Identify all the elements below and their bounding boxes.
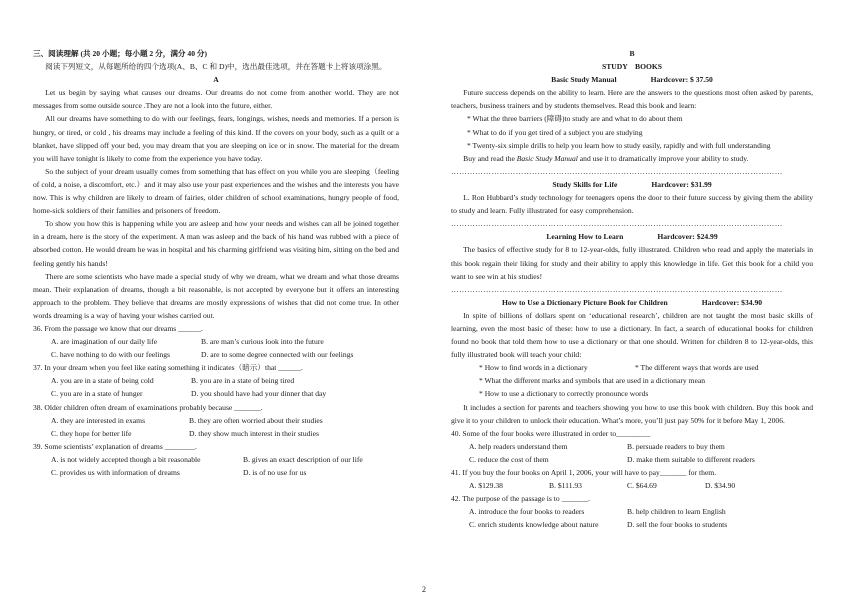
option: A. they are interested in exams (51, 415, 146, 425)
option: A. are imagination of our daily life (51, 337, 158, 347)
option: C. provides us with information of dreams (51, 468, 180, 477)
question-42 (451, 492, 813, 531)
passage-a-paragraph: So the subject of your dream usually comes from something that has effect on you while you are sleeping（feeling of cold, a noise, a discomfort, etc.）and it may also use your past experiences and the wishes and the interests you have now. This is why children are likely to dream of fairies, older children of school examinations, hungry people of food, home-sick soldiers of their families and prisoners of freedom. (33, 166, 399, 216)
question-38 (33, 401, 399, 440)
option: C. have nothing to do with our feelings (51, 350, 170, 360)
option: D. you should have had your dinner that day (191, 389, 327, 399)
option: C. reduce the cost of them (469, 454, 549, 464)
question-41 (451, 466, 813, 492)
question-stem: 36. From the passage we know that our dreams ______. (33, 323, 203, 333)
option: C. $64.69 (627, 481, 657, 491)
book-bullet: * What the three barriers (障碍)to study are and what to do about them (467, 114, 683, 124)
book-description: L. Ron Hubbard’s study technology for teenagers opens the door to their future success by giving them the ability to study and learn. Fully illustrated for easy comprehension. (451, 193, 813, 216)
book-description: Future success depends on the ability to learn. Here are the answers to the questions most often asked by parents, teachers, business trainers and by students themselves. Read this book and learn: (451, 88, 813, 111)
option: A. introduce the four books to readers (469, 507, 585, 517)
book-bullet: * The different ways that words are used (635, 363, 759, 373)
option: A. help readers understand them (469, 441, 568, 451)
question-stem: 41. If you buy the four books on April 1, 2006, your will have to pay_______ for them. (451, 468, 717, 477)
book-title-emphasis: Basic Study Manual (516, 153, 578, 163)
question-stem: 40. Some of the four books were illustrated in order to_________ (451, 428, 651, 438)
option: D. sell the four books to students (627, 520, 728, 530)
dotted-divider: …………………………………………………………………………………………………………… (451, 166, 783, 176)
option: D. $34.90 (705, 481, 736, 491)
option: B. they are often worried about their studies (189, 415, 323, 425)
section-heading: 三、阅读理解 (共 20 小题；每小题 2 分，满分 40 分) (33, 49, 208, 58)
left-column (33, 47, 399, 479)
book-bullet: * What to do if you get tired of a subject you are studying (467, 127, 643, 137)
passage-a-paragraph: Let us begin by saying what causes our dreams. Our dreams do not come from another world. They are not messages from some outside source .They are not a look into the future, either. (33, 88, 399, 111)
book-name: Basic Study Manual (551, 75, 617, 85)
dotted-divider: …………………………………………………………………………………………………………… (451, 219, 783, 229)
question-stem: 37. In your dream when you feel like eating something it indicates（暗示）that ______. (33, 363, 303, 373)
question-stem: 39. Some scientists’ explanation of dreams ________. (33, 441, 197, 451)
question-36 (33, 322, 399, 361)
book-heading (451, 73, 813, 86)
passage-a-paragraph: To show you how this is happening while you are asleep and how your needs and wishes can all be joined together in a dream, here is the story of the experiment. A man was asleep and the back of his hand was rubbed with a piece of absorbed cotton. He would dream he was in hospital and his charming girlfriend was visiting him, sitting on the bed and feeling gently his hands! (33, 219, 399, 268)
book-closing: It includes a section for parents and teachers showing you how to use this book with children. Buy this book and give it to your children to unlock their education. What’s more, you’ll just pay 50% for it before May 1, 2006. (451, 402, 813, 425)
option: D. is of no use for us (243, 468, 307, 477)
passage-b-title: B (629, 49, 635, 58)
option: D. are to some degree connected with our feelings (201, 350, 354, 360)
passage-a-paragraph: There are some scientists who have made a special study of why we dream, what we dream and what those dreams mean. Their explanation of dreams, though a bit reasonable, is not accepted by everyone but it offers an interesting approach to the problem. They believe that dreams are mostly expressions of wishes that did not come true. In other words dreaming is a way of having your wishes carried out. (33, 271, 399, 320)
question-stem: 38. Older children often dream of examinations probably because _______. (33, 402, 263, 412)
option: B. you are in a state of being tired (191, 376, 295, 386)
option: B. help children to learn English (627, 507, 726, 517)
option: B. $111.93 (549, 481, 582, 491)
book-name: Study Skills for Life (552, 179, 618, 189)
option: A. $129.38 (469, 481, 503, 491)
book-bullet: * How to use a dictionary to correctly pronounce words (479, 389, 649, 399)
book-heading (451, 230, 813, 243)
book-description: In spite of billions of dollars spent on ‘educational research’, children are not taught the most basic skills of learning, even the most basic of these: how to use a dictionary. In fact, a search of educational books for children found no book that told them how to use a dictionary or that one should. Written for children 8 to 12-year-olds, this fully illustrated book will teach your child: (451, 310, 813, 360)
book-heading (451, 296, 813, 309)
book-bullet: * How to find words in a dictionary (479, 363, 588, 373)
option: D. they show much interest in their studies (189, 428, 319, 438)
option: D. make them suitable to different readers (627, 454, 755, 464)
book-description: The basics of effective study for 8 to 12-year-olds, fully illustrated. Children who read and apply the materials in this book regain their liking for study and their ability to apply this knowledge in life. Get this book for a child you want to see win at his studies! (451, 245, 813, 281)
question-stem: 42. The purpose of the passage is to _______. (451, 494, 591, 504)
passage-a-paragraph: All our dreams have something to do with our feelings, fears, longings, wishes, needs and memories. If a person is hungry, or tired, or cold , his dreams may include a feeling of this kind. If the covers on your body, such as a quilt or a blanket, have slipped off your bed, you may dream that you are sleeping on ice or in snow. The material for the dream you will have tonight is likely to come from the experience you have today. (33, 114, 399, 163)
question-40 (451, 427, 813, 466)
question-39 (33, 440, 399, 479)
option: A. you are in a state of being cold (51, 376, 154, 386)
passage-a-title: A (213, 75, 219, 85)
book-bullet: * What the different marks and symbols that are used in a dictionary mean (479, 376, 705, 386)
option: C. they hope for better life (51, 428, 132, 438)
book-price: Hardcover: $ 37.50 (650, 75, 713, 85)
passage-b-subtitle: STUDY BOOKS (601, 62, 663, 72)
option: C. enrich students knowledge about nature (469, 520, 599, 530)
page-number: 2 (422, 585, 426, 594)
option: C. you are in a state of hunger (51, 389, 143, 399)
book-name: How to Use a Dictionary Picture Book for Children (501, 297, 668, 307)
right-column (451, 47, 813, 531)
book-closing: Buy and read the Basic Study Manual and use it to dramatically improve your ability to study. (463, 153, 749, 163)
book-price: Hardcover: $24.99 (657, 232, 718, 242)
book-price: Hardcover: $34.90 (701, 297, 763, 307)
book-price: Hardcover: $31.99 (651, 179, 712, 189)
dotted-divider: …………………………………………………………………………………………………………… (451, 284, 783, 294)
option: B. persuade readers to buy them (627, 441, 725, 451)
book-name: Learning How to Learn (546, 232, 624, 242)
book-heading (451, 178, 813, 191)
question-37 (33, 361, 399, 400)
section-instruction: 阅读下列短文，从每题所给的四个选项(A、B、C 和 D)中，选出最佳选项，并在答题卡上将该项涂黑。 (45, 62, 387, 72)
option: B. gives an exact description of our life (243, 454, 363, 464)
book-bullet: * Twenty-six simple drills to help you learn how to study easily, rapidly and with full understanding (467, 140, 771, 150)
option: B. are man’s curious look into the future (201, 337, 324, 347)
option: A. is not widely accepted though a bit reasonable (51, 454, 201, 464)
